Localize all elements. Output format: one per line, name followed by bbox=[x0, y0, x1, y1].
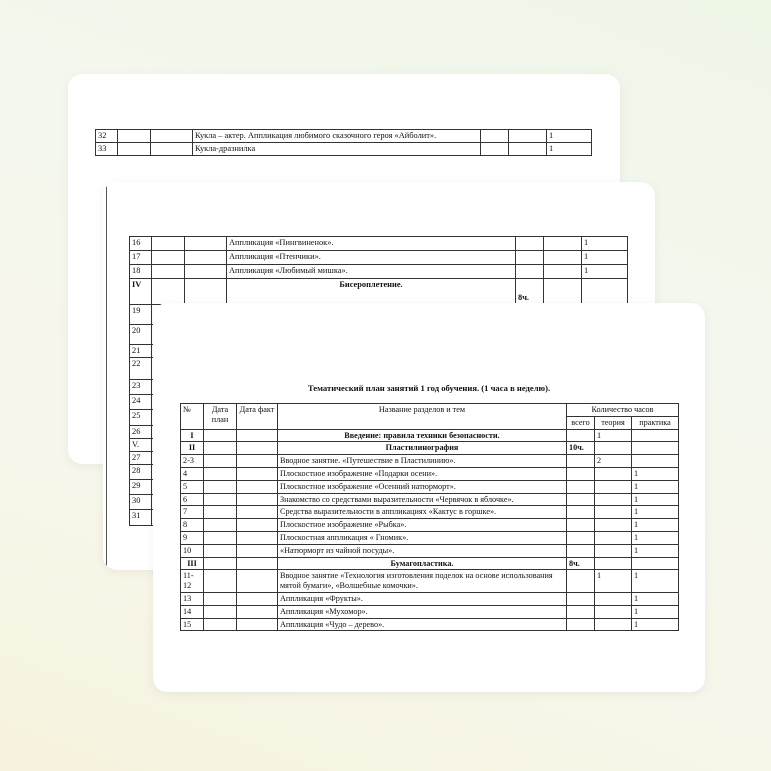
row-number: V. bbox=[130, 439, 152, 452]
row-number: 22 bbox=[130, 358, 152, 380]
date-plan-cell bbox=[204, 592, 237, 605]
practice-hours: 1 bbox=[632, 570, 679, 593]
total-hours bbox=[567, 592, 595, 605]
date-fact-cell bbox=[237, 519, 278, 532]
row-number: 2-3 bbox=[181, 455, 204, 468]
section-row bbox=[181, 557, 679, 570]
row-number: III bbox=[181, 557, 204, 570]
date-plan-cell bbox=[152, 265, 185, 279]
header-total: всего bbox=[567, 416, 595, 429]
theory-hours bbox=[595, 493, 632, 506]
total-cell bbox=[516, 251, 544, 265]
table-row bbox=[130, 251, 628, 265]
section-title: Бисероплетение. bbox=[227, 279, 516, 305]
table-row bbox=[181, 531, 679, 544]
practice-cell: 1 bbox=[547, 130, 592, 143]
section-row bbox=[130, 279, 628, 305]
row-number: 33 bbox=[96, 143, 118, 156]
table-row bbox=[181, 570, 679, 593]
theory-cell bbox=[509, 143, 547, 156]
row-number: I bbox=[181, 429, 204, 442]
section-title: Бумагопластика. bbox=[278, 557, 567, 570]
table-row bbox=[181, 506, 679, 519]
practice-hours: 1 bbox=[632, 467, 679, 480]
topic-name: Аппликация «Фрукты». bbox=[278, 592, 567, 605]
practice-hours: 1 bbox=[632, 480, 679, 493]
total-cell bbox=[516, 265, 544, 279]
date-plan-cell bbox=[204, 442, 237, 455]
total-hours bbox=[567, 544, 595, 557]
practice-hours bbox=[632, 557, 679, 570]
practice-hours: 1 bbox=[632, 519, 679, 532]
date-fact-cell bbox=[237, 493, 278, 506]
date-fact-cell bbox=[185, 279, 227, 305]
thematic-plan-table bbox=[180, 403, 679, 631]
header-practice: практика bbox=[632, 416, 679, 429]
total-hours bbox=[567, 531, 595, 544]
date-fact-cell bbox=[237, 455, 278, 468]
total-cell bbox=[481, 143, 509, 156]
topic-name: Плоскостное изображение «Осенний натюрморт». bbox=[278, 480, 567, 493]
row-number: 19 bbox=[130, 305, 152, 325]
theory-cell bbox=[509, 130, 547, 143]
row-number: 9 bbox=[181, 531, 204, 544]
theory-hours: 2 bbox=[595, 455, 632, 468]
table-row bbox=[181, 480, 679, 493]
total-hours: 10ч. bbox=[567, 442, 595, 455]
theory-cell bbox=[544, 265, 582, 279]
topic-name: Вводное занятие. «Путешествие в Пластилинию». bbox=[278, 455, 567, 468]
date-fact-cell bbox=[237, 570, 278, 593]
theory-hours bbox=[595, 557, 632, 570]
section-number: IV bbox=[130, 279, 152, 305]
header-name: Название разделов и тем bbox=[278, 404, 567, 430]
date-fact-cell bbox=[151, 130, 193, 143]
topic-name: Плоскостное изображение «Рыбка». bbox=[278, 519, 567, 532]
section-row bbox=[181, 429, 679, 442]
theory-hours bbox=[595, 618, 632, 631]
row-title: Аппликация «Любимый мишка». bbox=[227, 265, 516, 279]
section-title: Пластилинография bbox=[278, 442, 567, 455]
total-hours bbox=[567, 467, 595, 480]
date-plan-cell bbox=[152, 251, 185, 265]
date-fact-cell bbox=[237, 506, 278, 519]
date-plan-cell bbox=[204, 618, 237, 631]
topic-name: Вводное занятие «Технология изготовления поделок на основе использования мятой бумаги», «Волшебные комочки». bbox=[278, 570, 567, 593]
topic-name: Знакомство со средствами выразительности «Червячок в яблочке». bbox=[278, 493, 567, 506]
total-cell bbox=[481, 130, 509, 143]
row-number: 23 bbox=[130, 380, 152, 395]
row-number: 32 bbox=[96, 130, 118, 143]
total-hours bbox=[567, 519, 595, 532]
table-row bbox=[130, 237, 628, 251]
row-number: II bbox=[181, 442, 204, 455]
practice-cell: 1 bbox=[582, 237, 628, 251]
total-hours bbox=[567, 455, 595, 468]
page-edge-line bbox=[103, 182, 107, 570]
row-title: Кукла – актер. Аппликация любимого сказочного героя «Айболит». bbox=[193, 130, 481, 143]
date-plan-cell bbox=[204, 467, 237, 480]
practice-cell: 1 bbox=[582, 265, 628, 279]
theory-hours bbox=[595, 467, 632, 480]
date-plan-cell bbox=[118, 143, 151, 156]
topic-name: Плоскостная аппликация « Гномик». bbox=[278, 531, 567, 544]
date-fact-cell bbox=[237, 442, 278, 455]
document-page-front bbox=[153, 303, 705, 692]
practice-hours: 1 bbox=[632, 605, 679, 618]
date-fact-cell bbox=[151, 143, 193, 156]
date-plan-cell bbox=[152, 237, 185, 251]
table-row bbox=[181, 618, 679, 631]
total-hours bbox=[567, 618, 595, 631]
section-title: Введение: правила техники безопасности. bbox=[278, 429, 567, 442]
table-row bbox=[181, 592, 679, 605]
header-row bbox=[181, 404, 679, 417]
date-plan-cell bbox=[152, 279, 185, 305]
row-title: Аппликация «Пингвиненок». bbox=[227, 237, 516, 251]
date-plan-cell bbox=[204, 519, 237, 532]
practice-hours: 1 bbox=[632, 493, 679, 506]
row-number: 7 bbox=[181, 506, 204, 519]
total-cell bbox=[516, 237, 544, 251]
theory-hours bbox=[595, 519, 632, 532]
table-row bbox=[181, 519, 679, 532]
table-row bbox=[130, 265, 628, 279]
date-plan-cell bbox=[204, 429, 237, 442]
theory-hours bbox=[595, 480, 632, 493]
date-fact-cell bbox=[237, 557, 278, 570]
theory-hours: 1 bbox=[595, 570, 632, 593]
row-title: Аппликация «Птенчики». bbox=[227, 251, 516, 265]
theory-hours: 1 bbox=[595, 429, 632, 442]
table-row bbox=[181, 455, 679, 468]
back-plan-table bbox=[95, 129, 592, 156]
row-number: 30 bbox=[130, 495, 152, 510]
theory-hours bbox=[595, 592, 632, 605]
table-row bbox=[96, 143, 592, 156]
row-number: 18 bbox=[130, 265, 152, 279]
total-hours bbox=[567, 570, 595, 593]
total-hours bbox=[567, 480, 595, 493]
table-row bbox=[181, 544, 679, 557]
table-row bbox=[181, 467, 679, 480]
practice-hours bbox=[632, 429, 679, 442]
date-fact-cell bbox=[237, 544, 278, 557]
total-hours bbox=[567, 493, 595, 506]
date-fact-cell bbox=[237, 429, 278, 442]
date-fact-cell bbox=[185, 265, 227, 279]
date-fact-cell bbox=[237, 592, 278, 605]
plan-title: Тематический план занятий 1 год обучения. (1 часа в неделю). bbox=[307, 383, 551, 393]
row-number: 24 bbox=[130, 395, 152, 410]
date-plan-cell bbox=[204, 570, 237, 593]
date-fact-cell bbox=[185, 251, 227, 265]
header-theory: теория bbox=[595, 416, 632, 429]
practice-cell: 1 bbox=[582, 251, 628, 265]
date-fact-cell bbox=[237, 531, 278, 544]
date-fact-cell bbox=[237, 605, 278, 618]
practice-hours: 1 bbox=[632, 544, 679, 557]
topic-name: Аппликация «Чудо – дерево». bbox=[278, 618, 567, 631]
date-plan-cell bbox=[204, 493, 237, 506]
total-hours bbox=[567, 605, 595, 618]
row-number: 14 bbox=[181, 605, 204, 618]
row-title: Кукла-дразнилка bbox=[193, 143, 481, 156]
row-number: 21 bbox=[130, 345, 152, 358]
header-date-fact: Дата факт bbox=[237, 404, 278, 430]
date-plan-cell bbox=[204, 531, 237, 544]
row-number: 26 bbox=[130, 426, 152, 439]
section-row bbox=[181, 442, 679, 455]
row-number: 28 bbox=[130, 465, 152, 480]
header-num: № bbox=[181, 404, 204, 430]
row-number: 17 bbox=[130, 251, 152, 265]
row-number: 10 bbox=[181, 544, 204, 557]
theory-hours bbox=[595, 544, 632, 557]
practice-cell: 1 bbox=[547, 143, 592, 156]
practice-hours bbox=[632, 442, 679, 455]
date-fact-cell bbox=[237, 467, 278, 480]
topic-name: Средства выразительности в аппликациях «Кактус в горшке». bbox=[278, 506, 567, 519]
theory-cell bbox=[544, 237, 582, 251]
header-date-plan: Дата план bbox=[204, 404, 237, 430]
theory-cell bbox=[544, 251, 582, 265]
header-hours: Количество часов bbox=[567, 404, 679, 417]
row-number: 4 bbox=[181, 467, 204, 480]
theory-cell bbox=[544, 279, 582, 305]
practice-cell bbox=[582, 279, 628, 305]
date-plan-cell bbox=[204, 455, 237, 468]
row-number: 25 bbox=[130, 410, 152, 426]
practice-hours bbox=[632, 455, 679, 468]
row-number: 11-12 bbox=[181, 570, 204, 593]
topic-name: «Натюрморт из чайной посуды». bbox=[278, 544, 567, 557]
total-hours bbox=[567, 506, 595, 519]
date-plan-cell bbox=[204, 506, 237, 519]
row-number: 31 bbox=[130, 510, 152, 526]
row-number: 5 bbox=[181, 480, 204, 493]
theory-hours bbox=[595, 531, 632, 544]
topic-name: Аппликация «Мухомор». bbox=[278, 605, 567, 618]
theory-hours bbox=[595, 605, 632, 618]
row-number: 6 bbox=[181, 493, 204, 506]
date-plan-cell bbox=[204, 544, 237, 557]
row-number: 13 bbox=[181, 592, 204, 605]
date-plan-cell bbox=[204, 557, 237, 570]
table-row bbox=[181, 605, 679, 618]
date-plan-cell bbox=[204, 605, 237, 618]
topic-name: Плоскостное изображение «Подарки осени». bbox=[278, 467, 567, 480]
total-hours: 8ч. bbox=[567, 557, 595, 570]
table-row bbox=[96, 130, 592, 143]
date-fact-cell bbox=[237, 480, 278, 493]
row-number: 29 bbox=[130, 480, 152, 495]
practice-hours: 1 bbox=[632, 506, 679, 519]
row-number: 27 bbox=[130, 452, 152, 465]
row-number: 20 bbox=[130, 325, 152, 345]
practice-hours: 1 bbox=[632, 618, 679, 631]
theory-hours bbox=[595, 442, 632, 455]
practice-hours: 1 bbox=[632, 592, 679, 605]
date-plan-cell bbox=[204, 480, 237, 493]
row-number: 15 bbox=[181, 618, 204, 631]
date-fact-cell bbox=[237, 618, 278, 631]
total-hours bbox=[567, 429, 595, 442]
row-number: 16 bbox=[130, 237, 152, 251]
date-plan-cell bbox=[118, 130, 151, 143]
date-fact-cell bbox=[185, 237, 227, 251]
row-number: 8 bbox=[181, 519, 204, 532]
theory-hours bbox=[595, 506, 632, 519]
table-row bbox=[181, 493, 679, 506]
practice-hours: 1 bbox=[632, 531, 679, 544]
section-hours: 8ч. bbox=[516, 279, 544, 305]
